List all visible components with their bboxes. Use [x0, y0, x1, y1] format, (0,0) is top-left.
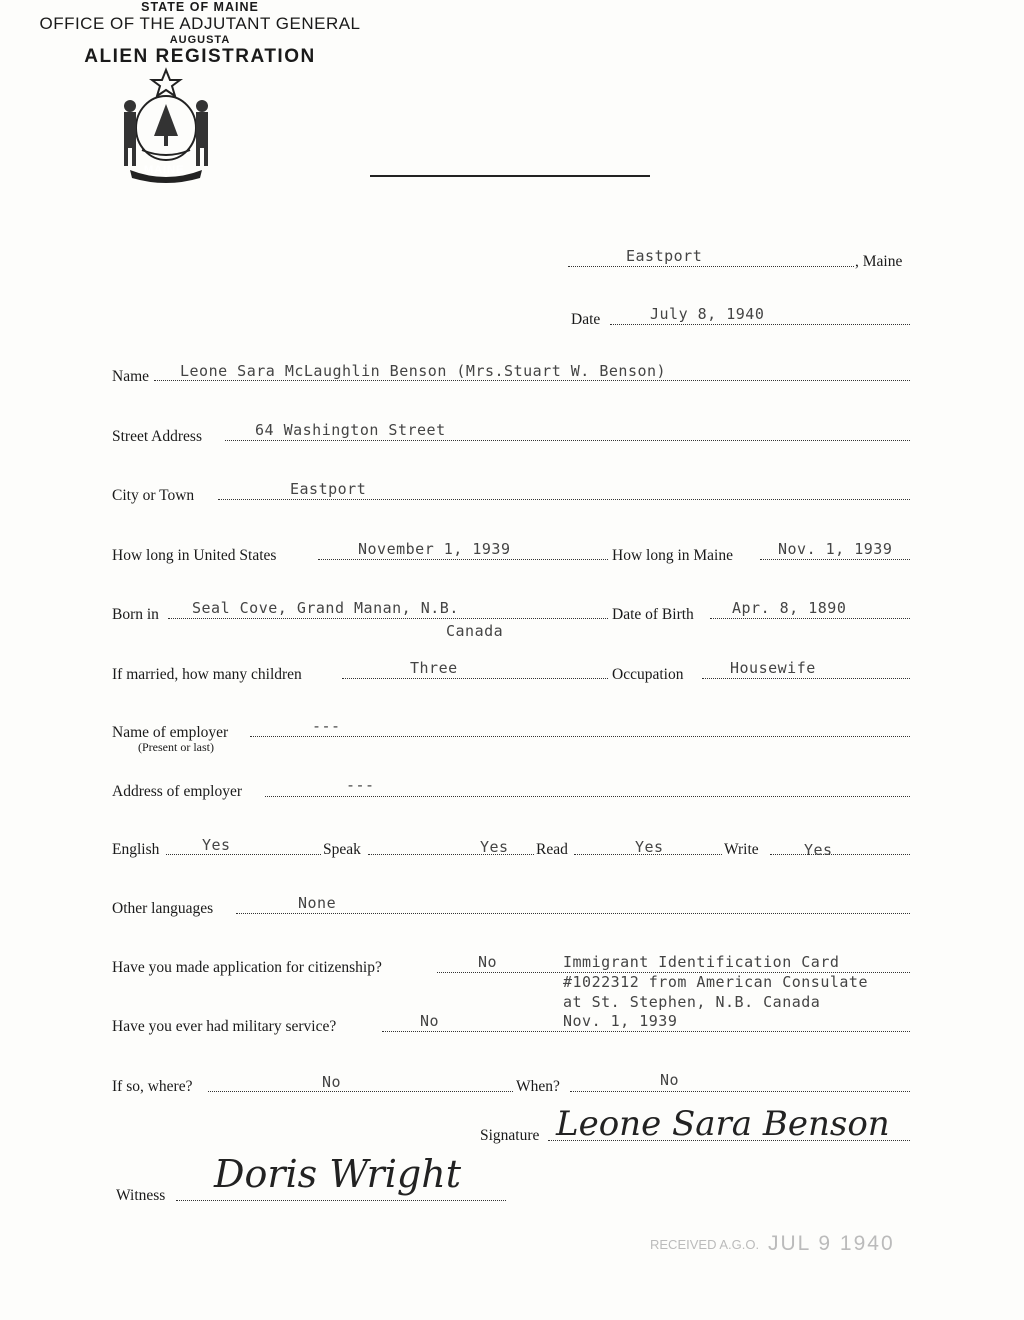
- other-languages-line: [236, 913, 910, 914]
- citizenship-label: Have you made application for citizenship?: [112, 959, 382, 976]
- state-seal: [112, 66, 220, 184]
- how-long-us-value: November 1, 1939: [358, 540, 511, 558]
- witness-line: [176, 1200, 506, 1201]
- born-in-country: Canada: [446, 622, 504, 640]
- military-label: Have you ever had military service?: [112, 1018, 337, 1035]
- when-value: No: [660, 1071, 680, 1089]
- when-label: When?: [516, 1078, 560, 1095]
- street-value: 64 Washington Street: [255, 421, 446, 439]
- occupation-line: [702, 678, 910, 679]
- read-label: Read: [536, 841, 568, 858]
- where-label: If so, where?: [112, 1078, 193, 1095]
- state-heading: STATE OF MAINE: [141, 0, 259, 14]
- date-label: Date: [571, 311, 601, 328]
- title-underline: [370, 175, 650, 177]
- how-long-maine-line: [760, 559, 910, 560]
- employer-address-label: Address of employer: [112, 783, 242, 800]
- name-value: Leone Sara McLaughlin Benson (Mrs.Stuart W. Benson): [180, 362, 667, 380]
- occupation-label: Occupation: [612, 666, 684, 683]
- employer-label: Name of employer: [112, 724, 229, 741]
- born-in-line: [168, 618, 608, 619]
- witness-label: Witness: [116, 1187, 166, 1204]
- speak-line: [368, 854, 534, 855]
- citizenship-note-1: Immigrant Identification Card: [563, 953, 840, 971]
- born-in-label: Born in: [112, 606, 159, 623]
- how-long-maine-value: Nov. 1, 1939: [778, 540, 893, 558]
- english-label: English: [112, 841, 160, 858]
- town-line: [568, 266, 854, 267]
- born-in-value: Seal Cove, Grand Manan, N.B.: [192, 599, 459, 617]
- city-label: City or Town: [112, 487, 195, 504]
- dob-label: Date of Birth: [612, 606, 694, 623]
- employer-line: [250, 736, 910, 737]
- where-line: [208, 1091, 513, 1092]
- military-value: No: [420, 1012, 440, 1030]
- city-value: Eastport: [290, 480, 367, 498]
- citizenship-note-2: #1022312 from American Consulate: [563, 973, 868, 991]
- when-line: [570, 1091, 910, 1092]
- date-value: July 8, 1940: [650, 305, 765, 323]
- other-languages-value: None: [298, 894, 337, 912]
- received-stamp-date: JUL 9 1940: [768, 1232, 895, 1255]
- date-line: [610, 324, 910, 325]
- where-value: No: [322, 1073, 342, 1091]
- maine-label: , Maine: [855, 253, 903, 270]
- city-heading: AUGUSTA: [169, 34, 231, 46]
- employer-address-line: [265, 796, 910, 797]
- children-value: Three: [410, 659, 458, 677]
- military-line: [382, 1031, 910, 1032]
- occupation-value: Housewife: [730, 659, 816, 677]
- children-label: If married, how many children: [112, 666, 302, 683]
- signature-label: Signature: [480, 1127, 540, 1144]
- citizenship-note-4: Nov. 1, 1939: [563, 1012, 678, 1030]
- street-label: Street Address: [112, 428, 202, 445]
- citizenship-value: No: [478, 953, 498, 971]
- other-languages-label: Other languages: [112, 900, 214, 917]
- witness-handwriting: Doris Wright: [214, 1152, 461, 1196]
- name-line: [154, 380, 910, 381]
- employer-value: ---: [312, 717, 341, 735]
- town-value: Eastport: [626, 247, 703, 265]
- street-line: [225, 440, 910, 441]
- employer-note: (Present or last): [138, 740, 214, 754]
- speak-value: Yes: [480, 838, 509, 856]
- how-long-maine-label: How long in Maine: [612, 547, 733, 564]
- english-value: Yes: [202, 836, 231, 854]
- english-line: [166, 854, 321, 855]
- children-line: [342, 678, 608, 679]
- form-title: ALIEN REGISTRATION: [84, 46, 316, 67]
- office-heading: OFFICE OF THE ADJUTANT GENERAL: [39, 14, 361, 33]
- city-line: [218, 499, 910, 500]
- citizenship-note-3: at St. Stephen, N.B. Canada: [563, 993, 821, 1011]
- write-label: Write: [724, 841, 759, 858]
- speak-label: Speak: [323, 841, 361, 858]
- read-value: Yes: [635, 838, 664, 856]
- seal-text: MAINE: [144, 164, 185, 176]
- received-stamp: RECEIVED A.G.O.: [650, 1237, 760, 1252]
- how-long-us-label: How long in United States: [112, 547, 277, 564]
- how-long-us-line: [318, 559, 608, 560]
- name-label: Name: [112, 368, 150, 385]
- employer-address-value: ---: [346, 776, 375, 794]
- write-line: [770, 854, 910, 855]
- write-value: Yes: [804, 841, 833, 859]
- dob-value: Apr. 8, 1890: [732, 599, 847, 617]
- signature-handwriting: Leone Sara Benson: [556, 1104, 890, 1144]
- dob-line: [710, 618, 910, 619]
